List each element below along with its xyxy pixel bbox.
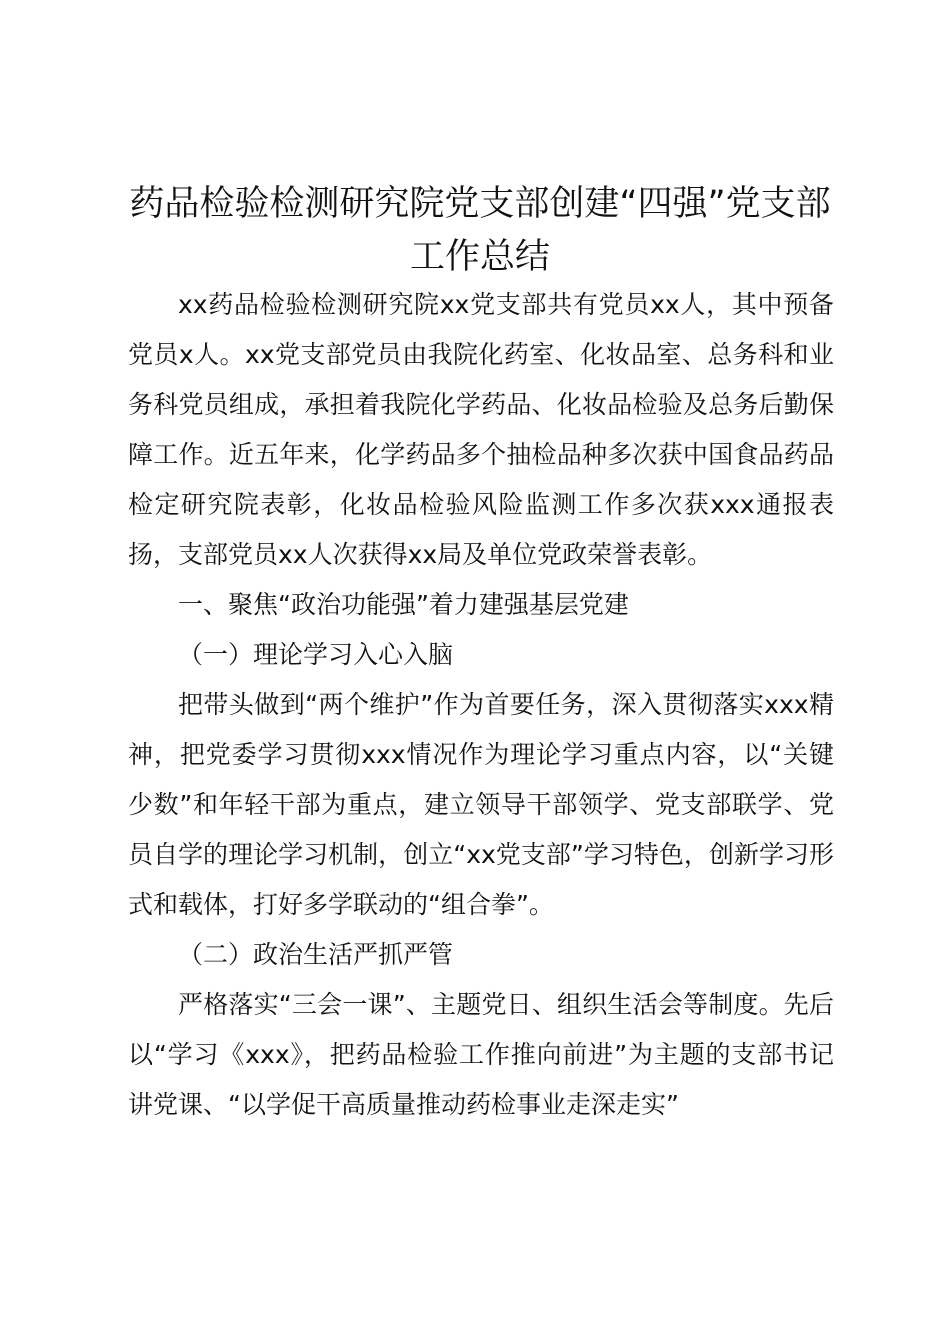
subsection-heading-2: （二）政治生活严抓严管 [178, 940, 454, 969]
document-title: 药品检验检测研究院党支部创建“四强”党支部工作总结 [129, 184, 831, 277]
body-paragraph-1: 把带头做到“两个维护”作为首要任务，深入贯彻落实xxx精神，把党委学习贯彻xxx情况作为理论学习重点内容，以“关键少数”和年轻干部为重点，建立领导干部领学、党支部联学、党员自学的理论学习机制，创立“xx党支部”学习特色，创新学习形式和载体，打好多学联动的“组合拳”。 [128, 690, 834, 919]
document-body [128, 280, 834, 1130]
subsection-heading-1: （一）理论学习入心入脑 [178, 640, 454, 669]
section-heading-1: 一、聚焦“政治功能强”着力建强基层党建 [178, 590, 629, 619]
intro-paragraph: xx药品检验检测研究院xx党支部共有党员xx人，其中预备党员x人。xx党支部党员由我院化药室、化妆品室、总务科和业务科党员组成，承担着我院化学药品、化妆品检验及总务后勤保障工作。近五年来，化学药品多个抽检品种多次获中国食品药品检定研究院表彰，化妆品检验风险监测工作多次获xxx通报表扬，支部党员xx人次获得xx局及单位党政荣誉表彰。 [128, 290, 834, 569]
body-paragraph-2: 严格落实“三会一课”、主题党日、组织生活会等制度。先后以“学习《xxx》，把药品检验工作推向前进”为主题的支部书记讲党课、“以学促干高质量推动药检事业走深走实” [128, 990, 834, 1119]
